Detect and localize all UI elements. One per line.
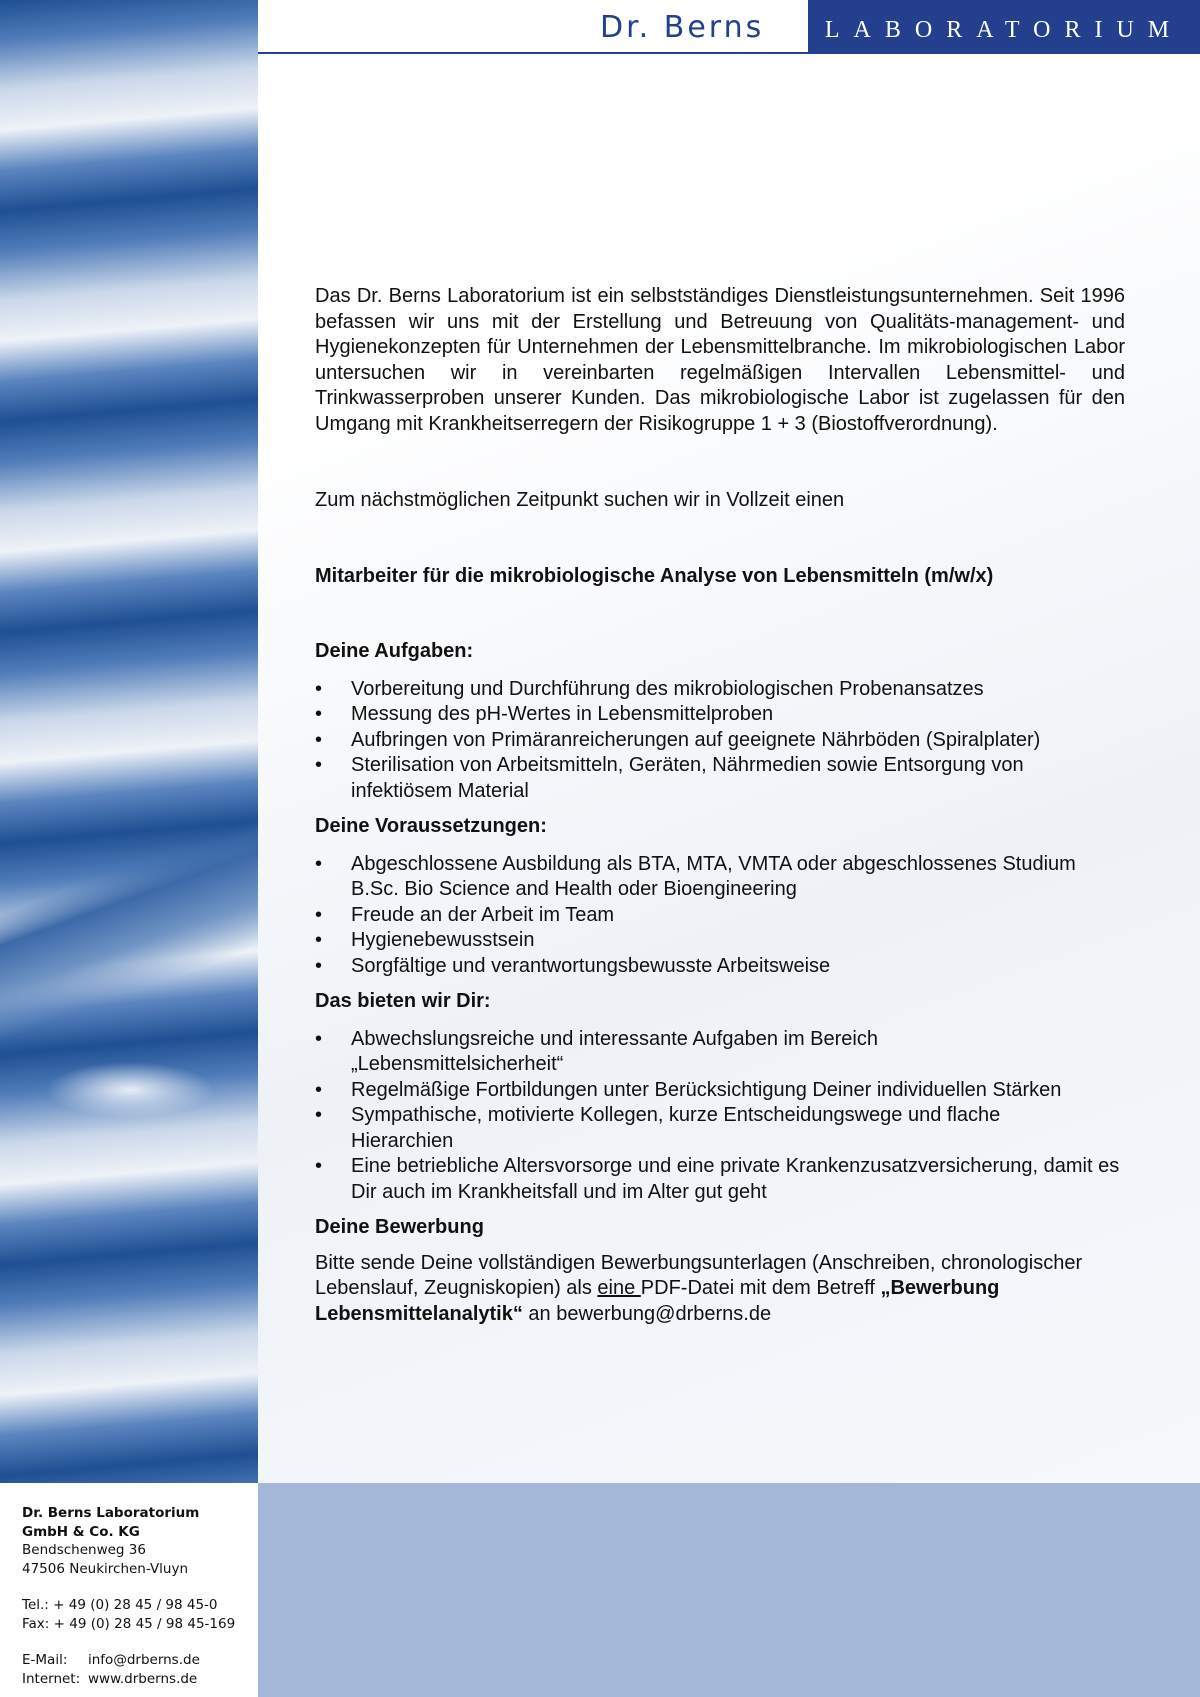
application-heading: Deine Bewerbung — [315, 1216, 484, 1238]
application-text — [315, 1251, 1125, 1328]
offer-list — [315, 1027, 1125, 1206]
list-item: • Freude an der Arbeit im Team — [315, 903, 1125, 929]
list-item: • Sorgfältige und verantwortungsbewusste Arbeitsweise — [315, 954, 1125, 980]
list-item: • Eine betriebliche Altersvorsorge und eine private Krankenzusatzversicherung, damit es Dir auch im Krankheitsfall und im Alter gut geht — [315, 1154, 1125, 1205]
list-item: • Sympathische, motivierte Kollegen, kurze Entscheidungswege und flache Hierarchien — [315, 1103, 1125, 1154]
street: Bendschenweg 36 — [22, 1542, 146, 1558]
footer-band — [258, 1483, 1200, 1697]
list-item: • Regelmäßige Fortbildungen unter Berücksichtigung Deiner individuellen Stärken — [315, 1078, 1125, 1104]
application-text-1: Bitte sende Deine vollständigen Bewerbungsunterlagen (Anschreiben, chronologischer Lebenslauf, Zeugniskopien) als — [315, 1251, 1083, 1299]
tasks-heading: Deine Aufgaben: — [315, 640, 474, 662]
list-item: • Vorbereitung und Durchführung des mikrobiologischen Probenansatzes — [315, 677, 1125, 703]
requirements-heading: Deine Voraussetzungen: — [315, 815, 547, 837]
list-item: • Sterilisation von Arbeitsmitteln, Geräten, Nährmedien sowie Entsorgung von infektiösem Material — [315, 753, 1125, 804]
application-email: an bewerbung@drberns.de — [522, 1302, 772, 1325]
job-posting — [315, 284, 1125, 1327]
list-item: • Abgeschlossene Ausbildung als BTA, MTA, VMTA oder abgeschlossenes Studium B.Sc. Bio Science and Health oder Bioengineering — [315, 852, 1125, 903]
tasks-list — [315, 677, 1125, 805]
job-title: Mitarbeiter für die mikrobiologische Analyse von Lebensmitteln (m/w/x) — [315, 564, 994, 587]
header-divider — [258, 52, 1200, 54]
application-underlined: eine — [597, 1277, 641, 1299]
requirements-list — [315, 852, 1125, 980]
email-label: E-Mail: — [22, 1652, 68, 1668]
city: 47506 Neukirchen-Vluyn — [22, 1560, 189, 1577]
footer-contact — [22, 1504, 235, 1688]
search-line: Zum nächstmöglichen Zeitpunkt suchen wir in Vollzeit einen — [315, 489, 845, 511]
list-item: • Aufbringen von Primäranreicherungen auf geeignete Nährböden (Spiralplater) — [315, 728, 1125, 754]
brand-name: Dr. Berns — [600, 10, 765, 45]
application-subject: „Bewerbung Lebensmittelanalytik“ — [315, 1277, 1000, 1325]
web-label: Internet: — [22, 1670, 81, 1687]
company-form: GmbH & Co. KG — [22, 1523, 140, 1540]
intro-text: Das Dr. Berns Laboratorium ist ein selbstständiges Dienstleistungsunternehmen. Seit 1996 befassen wir uns mit der Erstellung und Betreuung von Qualitäts-management- und Hygienekonzepten für Unternehmen der Lebensmittelbranche. Im mikrobiologischen Labor untersuchen wir in vereinbarten regelmäßigen Intervallen Lebensmittel- und Trinkwasserproben unserer Kunden. Das mikrobiologische Labor ist zugelassen für den Umgang mit Krankheitserregern der Risikogruppe 1 + 3 (Biostoffverordnung). — [315, 285, 1125, 435]
list-item: • Messung des pH-Wertes in Lebensmittelproben — [315, 702, 1125, 728]
web-link[interactable]: www.drberns.de — [88, 1670, 198, 1687]
email-link[interactable]: info@drberns.de — [88, 1652, 200, 1668]
list-item: • Hygienebewusstsein — [315, 928, 1125, 954]
sidebar-lab-image — [0, 0, 258, 1483]
phone: Tel.: + 49 (0) 28 45 / 98 45-0 — [22, 1597, 218, 1613]
brand-tag: LABORATORIUM — [808, 0, 1200, 53]
fax: Fax: + 49 (0) 28 45 / 98 45-169 — [22, 1615, 236, 1632]
company-name: Dr. Berns Laboratorium — [22, 1505, 200, 1521]
offer-heading: Das bieten wir Dir: — [315, 990, 491, 1012]
application-text-2: PDF-Datei mit dem Betreff — [640, 1277, 881, 1299]
list-item: • Abwechslungsreiche und interessante Aufgaben im Bereich „Lebensmittelsicherheit“ — [315, 1027, 1125, 1078]
